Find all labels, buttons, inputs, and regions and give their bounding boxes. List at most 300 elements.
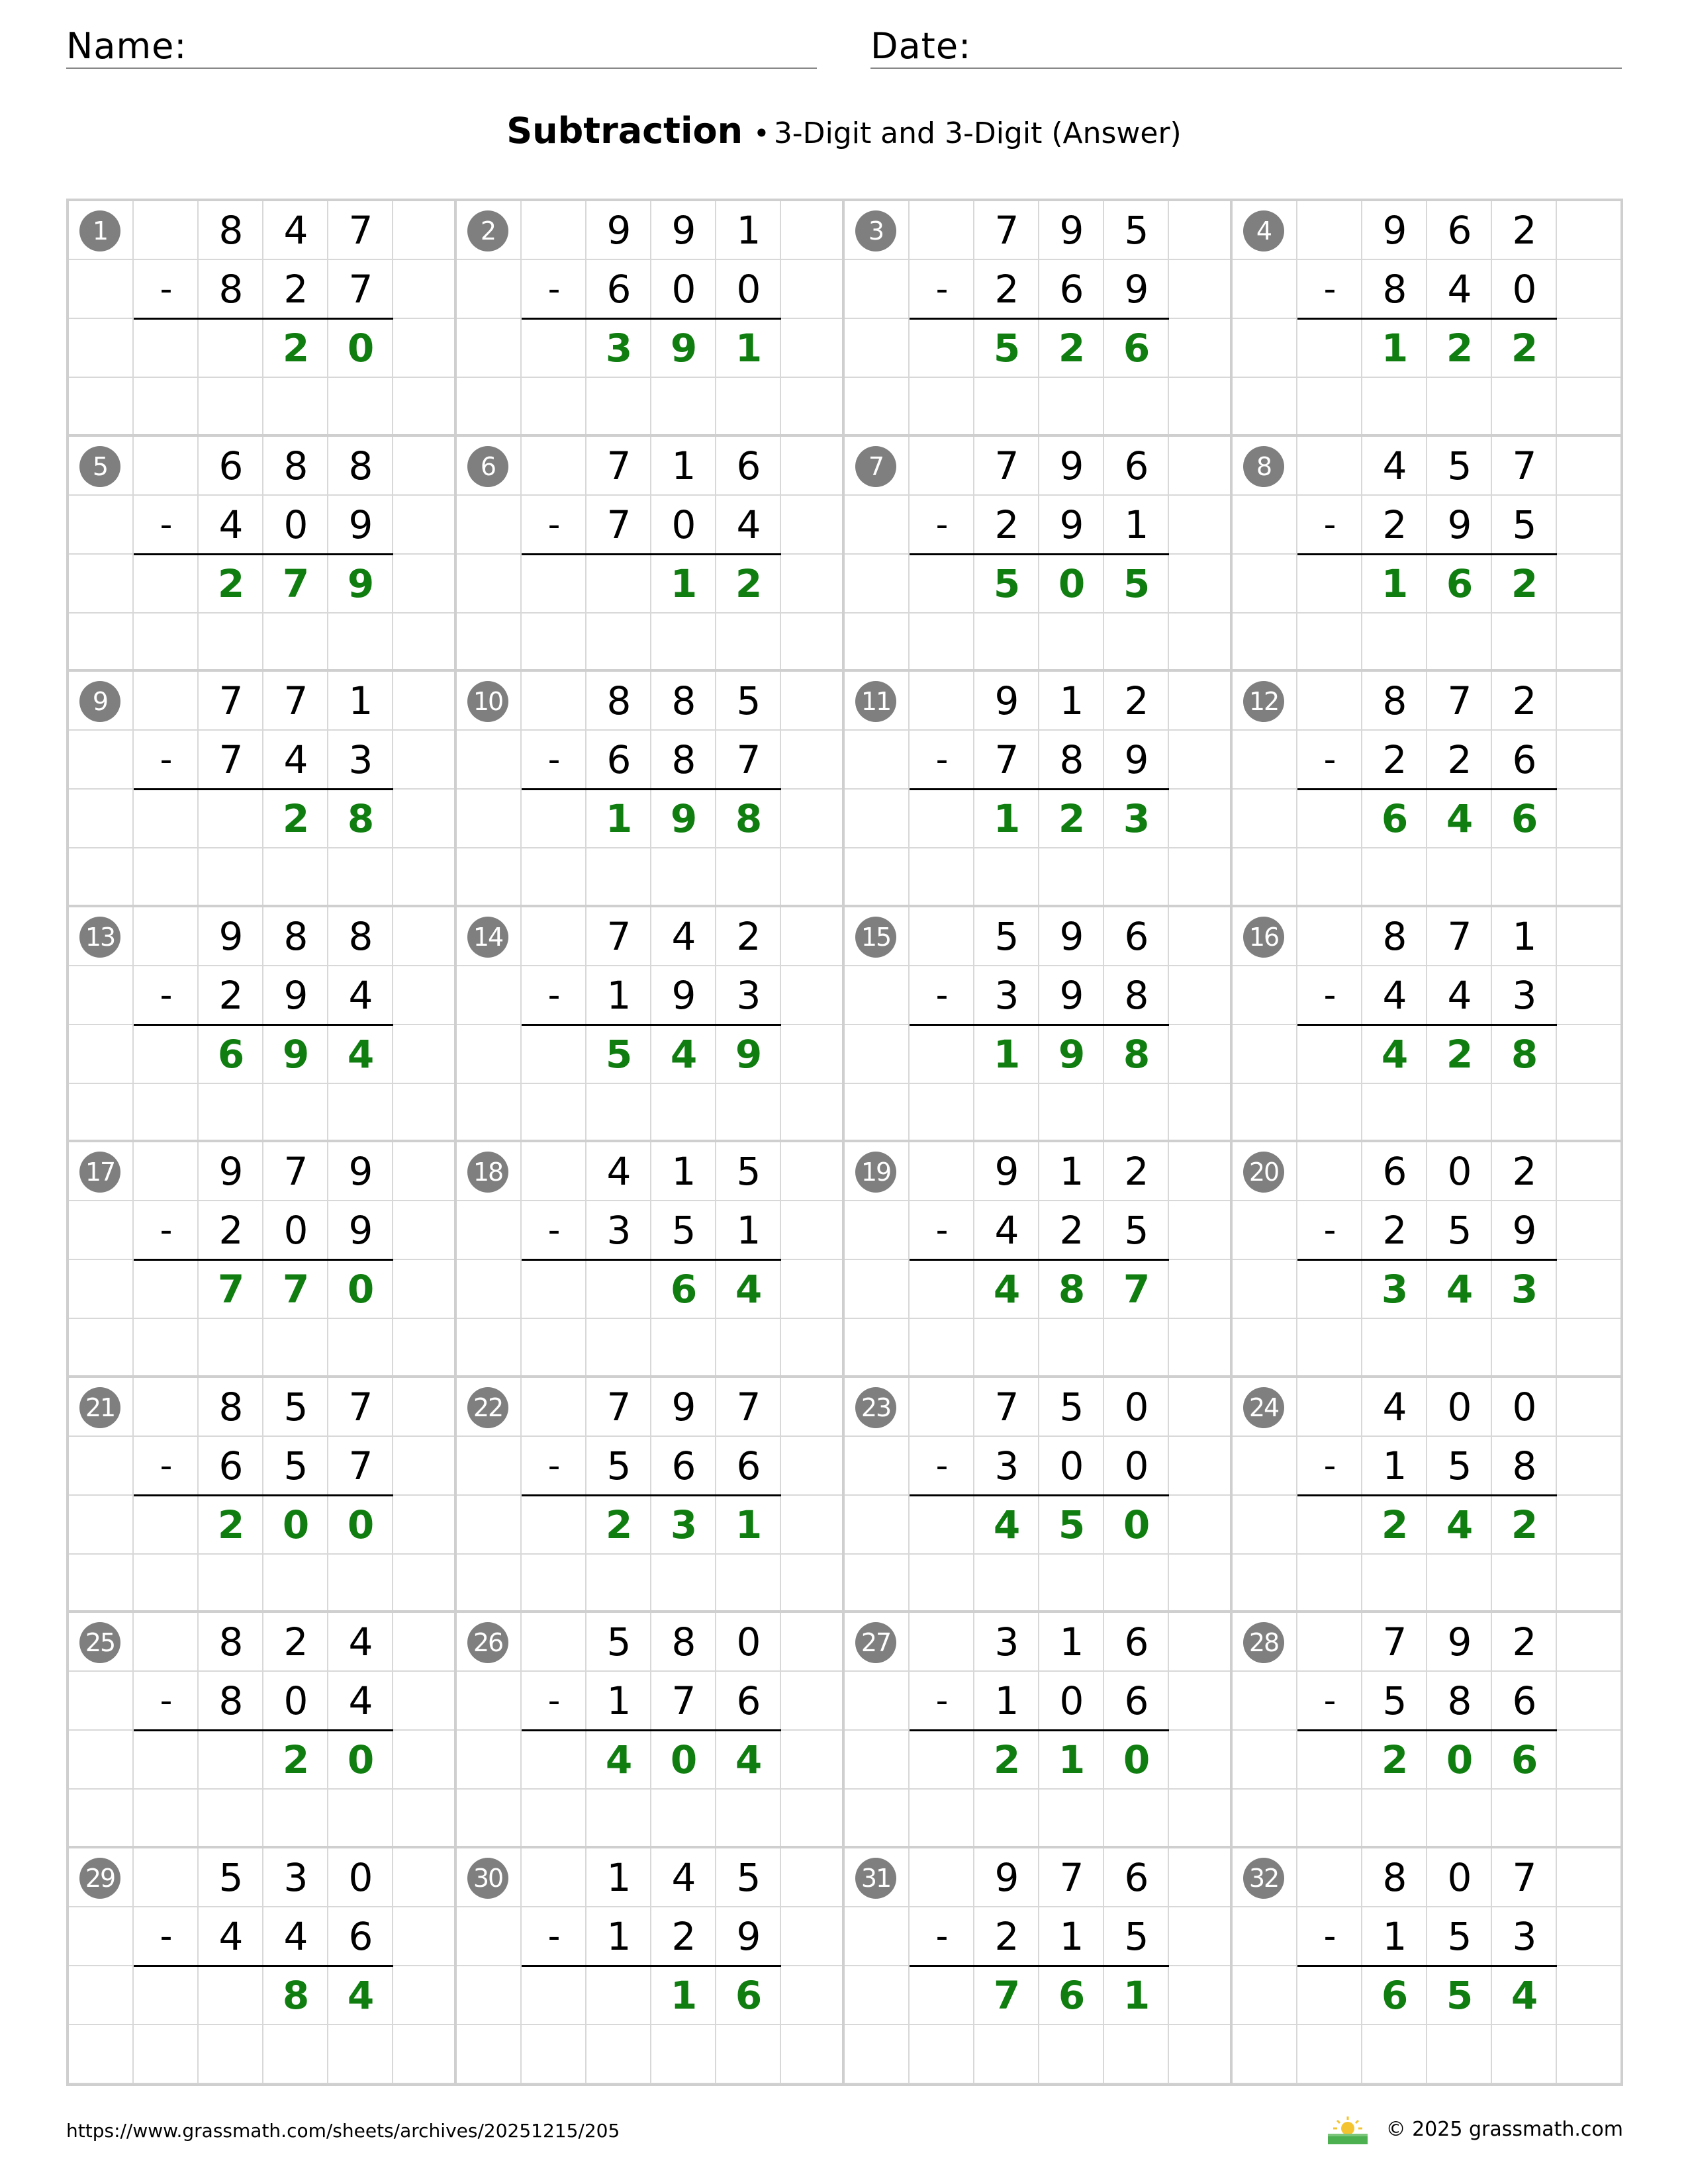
grass-sun-logo-icon <box>1324 2115 1372 2147</box>
minuend-digit: 9 <box>671 208 696 253</box>
minuend-digit: 1 <box>348 678 373 723</box>
answer-digit: 0 <box>282 1502 310 1547</box>
minuend-digit: 6 <box>218 443 244 488</box>
subtrahend-digit: 2 <box>671 1913 696 1959</box>
subtrahend-digit: 8 <box>1382 267 1407 312</box>
minuend-digit: 2 <box>1512 1149 1537 1194</box>
name-label: Name: <box>66 25 187 67</box>
problem-number-badge: 23 <box>855 1387 896 1428</box>
name-field[interactable] <box>66 25 817 69</box>
answer-digit: 4 <box>1511 1972 1538 2018</box>
answer-digit <box>199 1966 263 2025</box>
answer-digit: 1 <box>993 1031 1021 1077</box>
answer-digit: 2 <box>282 796 310 841</box>
answer-digit: 1 <box>993 796 1021 841</box>
subtrahend-digit: 1 <box>1382 1913 1407 1959</box>
subtrahend-digit: 9 <box>671 972 696 1018</box>
minuend-digit: 8 <box>218 208 244 253</box>
minus-sign: - <box>547 1445 561 1486</box>
answer-digit: 1 <box>605 796 633 841</box>
minuend-digit: 5 <box>1447 443 1472 488</box>
subtrahend-digit: 4 <box>348 1678 373 1723</box>
footer-url: https://www.grassmath.com/sheets/archives/20251215/205 <box>66 2120 620 2142</box>
answer-digit: 4 <box>347 1972 375 2018</box>
subtrahend-digit: 9 <box>1124 737 1149 782</box>
answer-digit: 2 <box>217 561 245 606</box>
minuend-digit: 3 <box>283 1854 308 1900</box>
answer-digit: 4 <box>605 1737 633 1782</box>
answer-digit: 1 <box>1058 1737 1086 1782</box>
subtrahend-digit: 1 <box>1382 1443 1407 1488</box>
minuend-digit: 8 <box>283 443 308 488</box>
minuend-digit: 6 <box>1124 1619 1149 1664</box>
minuend-digit: 6 <box>736 443 761 488</box>
minuend-digit: 8 <box>218 1619 244 1664</box>
answer-digit: 0 <box>347 1267 375 1312</box>
problem-number-badge: 8 <box>1243 446 1284 487</box>
minuend-digit: 6 <box>1124 443 1149 488</box>
problem-cell <box>457 1848 845 2084</box>
subtrahend-digit: 9 <box>1059 972 1084 1018</box>
problem-cell <box>69 1613 457 1848</box>
minuend-digit: 5 <box>218 1854 244 1900</box>
footer-copyright: © 2025 grassmath.com <box>1385 2118 1623 2141</box>
subtrahend-digit: 5 <box>1447 1913 1472 1959</box>
subtrahend-digit: 0 <box>283 1678 308 1723</box>
problem-cell <box>845 201 1233 437</box>
subtrahend-digit: 3 <box>606 1208 632 1253</box>
minuend-digit: 5 <box>283 1384 308 1430</box>
answer-digit <box>199 319 263 378</box>
subtrahend-digit: 4 <box>283 737 308 782</box>
problem-number-badge: 2 <box>467 210 508 251</box>
answer-digit: 1 <box>735 326 763 371</box>
answer-digit: 9 <box>670 326 698 371</box>
subtrahend-digit: 6 <box>1059 267 1084 312</box>
subtrahend-digit: 5 <box>606 1443 632 1488</box>
problem-number-badge: 19 <box>855 1152 896 1193</box>
minuend-digit: 2 <box>1124 678 1149 723</box>
answer-digit: 9 <box>670 796 698 841</box>
answer-digit: 5 <box>993 561 1021 606</box>
minuend-digit: 6 <box>1447 208 1472 253</box>
minus-sign: - <box>160 1916 173 1956</box>
answer-digit: 8 <box>735 796 763 841</box>
minus-sign: - <box>547 740 561 780</box>
problem-cell <box>1233 907 1620 1143</box>
minus-sign: - <box>935 504 949 545</box>
answer-digit: 1 <box>1381 326 1409 371</box>
problem-cell <box>845 1613 1233 1848</box>
problem-number-badge: 7 <box>855 446 896 487</box>
answer-digit: 1 <box>670 561 698 606</box>
subtrahend-digit: 0 <box>671 502 696 547</box>
answer-digit: 0 <box>347 1737 375 1782</box>
problem-number-badge: 16 <box>1243 917 1284 958</box>
minuend-digit: 9 <box>994 1854 1019 1900</box>
subtrahend-digit: 2 <box>1447 737 1472 782</box>
answer-digit: 4 <box>1446 1502 1474 1547</box>
problem-number-badge: 20 <box>1243 1152 1284 1193</box>
minus-sign: - <box>935 1210 949 1250</box>
minus-sign: - <box>1323 740 1336 780</box>
subtrahend-digit: 9 <box>1124 267 1149 312</box>
subtrahend-digit: 8 <box>218 1678 244 1723</box>
answer-digit: 2 <box>735 561 763 606</box>
answer-digit: 4 <box>735 1267 763 1312</box>
minus-sign: - <box>160 1681 173 1721</box>
minuend-digit: 7 <box>1512 443 1537 488</box>
subtrahend-digit: 8 <box>1059 737 1084 782</box>
minuend-digit: 2 <box>736 913 761 959</box>
subtrahend-digit: 7 <box>218 737 244 782</box>
problem-number-badge: 11 <box>855 681 896 722</box>
problem-cell <box>1233 672 1620 907</box>
subtrahend-digit: 6 <box>606 737 632 782</box>
subtrahend-digit: 0 <box>1124 1443 1149 1488</box>
problem-cell <box>457 672 845 907</box>
problem-cell <box>457 1142 845 1378</box>
subtrahend-digit: 5 <box>1382 1678 1407 1723</box>
answer-digit <box>199 790 263 848</box>
answer-digit: 4 <box>1381 1031 1409 1077</box>
answer-digit: 2 <box>1058 326 1086 371</box>
subtrahend-digit: 8 <box>1447 1678 1472 1723</box>
minus-sign: - <box>935 1916 949 1956</box>
minus-sign: - <box>1323 1210 1336 1250</box>
answer-digit: 1 <box>1381 561 1409 606</box>
problem-number-badge: 21 <box>79 1387 120 1428</box>
minuend-digit: 5 <box>994 913 1019 959</box>
answer-digit: 2 <box>282 1737 310 1782</box>
problem-number-badge: 1 <box>79 210 120 251</box>
problem-cell <box>69 1848 457 2084</box>
minuend-digit: 1 <box>606 1854 632 1900</box>
minuend-digit: 5 <box>736 1854 761 1900</box>
answer-digit: 3 <box>1381 1267 1409 1312</box>
minus-sign: - <box>935 269 949 309</box>
answer-digit: 0 <box>347 1502 375 1547</box>
minuend-digit: 9 <box>994 1149 1019 1194</box>
minuend-digit: 1 <box>1059 1619 1084 1664</box>
subtrahend-digit: 4 <box>736 502 761 547</box>
problem-grid <box>66 199 1623 2086</box>
answer-digit: 4 <box>347 1031 375 1077</box>
date-field[interactable] <box>870 25 1622 69</box>
subtrahend-digit: 1 <box>1124 502 1149 547</box>
minuend-digit: 1 <box>1512 913 1537 959</box>
minuend-digit: 8 <box>348 913 373 959</box>
minuend-digit: 7 <box>1382 1619 1407 1664</box>
answer-digit: 2 <box>1381 1737 1409 1782</box>
minuend-digit: 9 <box>606 208 632 253</box>
subtrahend-digit: 5 <box>1512 502 1537 547</box>
minuend-digit: 6 <box>1124 913 1149 959</box>
answer-digit: 5 <box>1123 561 1150 606</box>
answer-digit: 2 <box>217 1502 245 1547</box>
answer-digit: 7 <box>1123 1267 1150 1312</box>
subtrahend-digit: 9 <box>283 972 308 1018</box>
minuend-digit: 4 <box>348 1619 373 1664</box>
subtrahend-digit: 2 <box>1059 1208 1084 1253</box>
answer-digit: 7 <box>282 561 310 606</box>
subtrahend-digit: 5 <box>671 1208 696 1253</box>
minuend-digit: 9 <box>218 1149 244 1194</box>
problem-cell <box>457 1613 845 1848</box>
answer-digit: 2 <box>282 326 310 371</box>
minuend-digit: 7 <box>606 443 632 488</box>
minuend-digit: 7 <box>994 443 1019 488</box>
problem-cell <box>457 1378 845 1614</box>
problem-number-badge: 30 <box>467 1858 508 1899</box>
minuend-digit: 7 <box>1512 1854 1537 1900</box>
problem-cell <box>69 1378 457 1614</box>
subtrahend-digit: 2 <box>994 267 1019 312</box>
minus-sign: - <box>160 1210 173 1250</box>
subtrahend-digit: 2 <box>218 1208 244 1253</box>
date-label: Date: <box>870 25 972 67</box>
problem-cell <box>69 907 457 1143</box>
minus-sign: - <box>160 269 173 309</box>
subtrahend-digit: 0 <box>736 267 761 312</box>
answer-digit: 7 <box>282 1267 310 1312</box>
problem-number-badge: 5 <box>79 446 120 487</box>
minus-sign: - <box>160 975 173 1015</box>
minuend-digit: 1 <box>736 208 761 253</box>
answer-digit <box>586 555 651 614</box>
subtrahend-digit: 6 <box>671 1443 696 1488</box>
subtrahend-digit: 4 <box>348 972 373 1018</box>
problem-number-badge: 6 <box>467 446 508 487</box>
minuend-digit: 9 <box>994 678 1019 723</box>
answer-digit: 2 <box>1446 326 1474 371</box>
minuend-digit: 8 <box>671 678 696 723</box>
minuend-digit: 7 <box>1059 1854 1084 1900</box>
minuend-digit: 5 <box>606 1619 632 1664</box>
problem-number-badge: 24 <box>1243 1387 1284 1428</box>
problem-cell <box>845 907 1233 1143</box>
subtrahend-digit: 7 <box>348 267 373 312</box>
minuend-digit: 4 <box>671 1854 696 1900</box>
minuend-digit: 5 <box>736 1149 761 1194</box>
answer-digit: 0 <box>1123 1737 1150 1782</box>
minus-sign: - <box>547 975 561 1015</box>
problem-number-badge: 22 <box>467 1387 508 1428</box>
subtrahend-digit: 4 <box>283 1913 308 1959</box>
answer-digit: 1 <box>670 1972 698 2018</box>
minuend-digit: 8 <box>283 913 308 959</box>
subtrahend-digit: 0 <box>283 1208 308 1253</box>
minuend-digit: 7 <box>606 1384 632 1430</box>
minus-sign: - <box>1323 1916 1336 1956</box>
subtrahend-digit: 4 <box>218 1913 244 1959</box>
subtrahend-digit: 7 <box>994 737 1019 782</box>
problem-number-badge: 14 <box>467 917 508 958</box>
answer-digit: 2 <box>1058 796 1086 841</box>
minuend-digit: 7 <box>348 208 373 253</box>
subtrahend-digit: 2 <box>1382 737 1407 782</box>
subtrahend-digit: 4 <box>1382 972 1407 1018</box>
minuend-digit: 2 <box>1124 1149 1149 1194</box>
subtrahend-digit: 6 <box>1124 1678 1149 1723</box>
minuend-digit: 8 <box>1382 678 1407 723</box>
problem-cell <box>69 1142 457 1378</box>
subtrahend-digit: 2 <box>1382 502 1407 547</box>
problem-cell <box>845 1848 1233 2084</box>
minuend-digit: 8 <box>671 1619 696 1664</box>
minuend-digit: 7 <box>994 1384 1019 1430</box>
answer-digit: 6 <box>1511 1737 1538 1782</box>
minus-sign: - <box>935 1445 949 1486</box>
minus-sign: - <box>1323 975 1336 1015</box>
subtrahend-digit: 2 <box>1382 1208 1407 1253</box>
subtrahend-digit: 7 <box>671 1678 696 1723</box>
subtrahend-digit: 3 <box>736 972 761 1018</box>
minuend-digit: 2 <box>1512 1619 1537 1664</box>
answer-digit <box>586 1966 651 2025</box>
minuend-digit: 4 <box>1382 443 1407 488</box>
minuend-digit: 1 <box>671 1149 696 1194</box>
answer-digit: 1 <box>1123 1972 1150 2018</box>
minuend-digit: 8 <box>1382 1854 1407 1900</box>
minuend-digit: 8 <box>606 678 632 723</box>
minuend-digit: 0 <box>1447 1149 1472 1194</box>
problem-cell <box>845 437 1233 672</box>
answer-digit: 6 <box>1058 1972 1086 2018</box>
subtrahend-digit: 9 <box>1512 1208 1537 1253</box>
subtrahend-digit: 9 <box>736 1913 761 1959</box>
minuend-digit: 7 <box>1447 678 1472 723</box>
answer-digit: 4 <box>1446 796 1474 841</box>
minus-sign: - <box>1323 1681 1336 1721</box>
answer-digit: 7 <box>217 1267 245 1312</box>
problem-cell <box>1233 1613 1620 1848</box>
subtrahend-digit: 8 <box>671 737 696 782</box>
subtrahend-digit: 7 <box>736 737 761 782</box>
subtrahend-digit: 6 <box>218 1443 244 1488</box>
minuend-digit: 9 <box>1059 208 1084 253</box>
minuend-digit: 2 <box>1512 678 1537 723</box>
minus-sign: - <box>935 740 949 780</box>
minus-sign: - <box>547 1916 561 1956</box>
minuend-digit: 1 <box>671 443 696 488</box>
problem-number-badge: 15 <box>855 917 896 958</box>
problem-number-badge: 3 <box>855 210 896 251</box>
subtrahend-digit: 4 <box>1447 267 1472 312</box>
minuend-digit: 8 <box>1382 913 1407 959</box>
answer-digit: 0 <box>1123 1502 1150 1547</box>
problem-number-badge: 10 <box>467 681 508 722</box>
subtrahend-digit: 3 <box>1512 1913 1537 1959</box>
answer-digit: 7 <box>993 1972 1021 2018</box>
minuend-digit: 1 <box>1059 678 1084 723</box>
answer-digit: 0 <box>1446 1737 1474 1782</box>
subtrahend-digit: 2 <box>283 267 308 312</box>
answer-digit: 5 <box>993 326 1021 371</box>
minus-sign: - <box>547 1210 561 1250</box>
minuend-digit: 5 <box>736 678 761 723</box>
minuend-digit: 4 <box>606 1149 632 1194</box>
subtrahend-digit: 9 <box>348 502 373 547</box>
subtrahend-digit: 8 <box>1124 972 1149 1018</box>
minuend-digit: 4 <box>1382 1384 1407 1430</box>
minuend-digit: 0 <box>736 1619 761 1664</box>
problem-number-badge: 29 <box>79 1858 120 1899</box>
minuend-digit: 1 <box>1059 1149 1084 1194</box>
subtrahend-digit: 9 <box>1059 502 1084 547</box>
minuend-digit: 0 <box>348 1854 373 1900</box>
minuend-digit: 5 <box>1124 208 1149 253</box>
subtrahend-digit: 1 <box>606 1678 632 1723</box>
subtrahend-digit: 6 <box>736 1678 761 1723</box>
problem-number-badge: 32 <box>1243 1858 1284 1899</box>
answer-digit: 5 <box>1058 1502 1086 1547</box>
subtrahend-digit: 2 <box>994 502 1019 547</box>
subtrahend-digit: 3 <box>348 737 373 782</box>
subtrahend-digit: 5 <box>1447 1208 1472 1253</box>
subtrahend-digit: 8 <box>1512 1443 1537 1488</box>
minus-sign: - <box>935 975 949 1015</box>
answer-digit: 4 <box>993 1267 1021 1312</box>
subtrahend-digit: 3 <box>994 1443 1019 1488</box>
minus-sign: - <box>160 1445 173 1486</box>
subtrahend-digit: 8 <box>218 267 244 312</box>
answer-digit: 2 <box>1381 1502 1409 1547</box>
subtrahend-digit: 6 <box>1512 1678 1537 1723</box>
minuend-digit: 0 <box>1447 1854 1472 1900</box>
answer-digit: 1 <box>735 1502 763 1547</box>
answer-digit: 4 <box>993 1502 1021 1547</box>
minuend-digit: 7 <box>994 208 1019 253</box>
problem-number-badge: 31 <box>855 1858 896 1899</box>
problem-cell <box>69 201 457 437</box>
minuend-digit: 7 <box>218 678 244 723</box>
subtrahend-digit: 5 <box>1447 1443 1472 1488</box>
problem-cell <box>845 1142 1233 1378</box>
minus-sign: - <box>1323 504 1336 545</box>
minuend-digit: 9 <box>1447 1619 1472 1664</box>
subtrahend-digit: 9 <box>1447 502 1472 547</box>
answer-digit: 8 <box>1511 1031 1538 1077</box>
subtrahend-digit: 0 <box>283 502 308 547</box>
minuend-digit: 9 <box>348 1149 373 1194</box>
minus-sign: - <box>935 1681 949 1721</box>
answer-digit: 3 <box>670 1502 698 1547</box>
answer-digit: 3 <box>605 326 633 371</box>
minuend-digit: 4 <box>671 913 696 959</box>
problem-number-badge: 9 <box>79 681 120 722</box>
answer-digit <box>586 1260 651 1319</box>
subtrahend-digit: 0 <box>1059 1443 1084 1488</box>
answer-digit: 6 <box>217 1031 245 1077</box>
minuend-digit: 8 <box>218 1384 244 1430</box>
subtrahend-digit: 2 <box>218 972 244 1018</box>
answer-digit: 3 <box>1123 796 1150 841</box>
minuend-digit: 0 <box>1447 1384 1472 1430</box>
subtrahend-digit: 1 <box>994 1678 1019 1723</box>
answer-digit: 9 <box>347 561 375 606</box>
title-main: Subtraction <box>506 110 743 152</box>
minuend-digit: 9 <box>671 1384 696 1430</box>
minus-sign: - <box>160 504 173 545</box>
answer-digit: 2 <box>1511 326 1538 371</box>
answer-digit: 9 <box>1058 1031 1086 1077</box>
subtrahend-digit: 1 <box>606 972 632 1018</box>
answer-digit: 6 <box>1123 326 1150 371</box>
minuend-digit: 0 <box>1124 1384 1149 1430</box>
title-subtitle: 3-Digit and 3-Digit (Answer) <box>773 116 1182 150</box>
subtrahend-digit: 6 <box>606 267 632 312</box>
